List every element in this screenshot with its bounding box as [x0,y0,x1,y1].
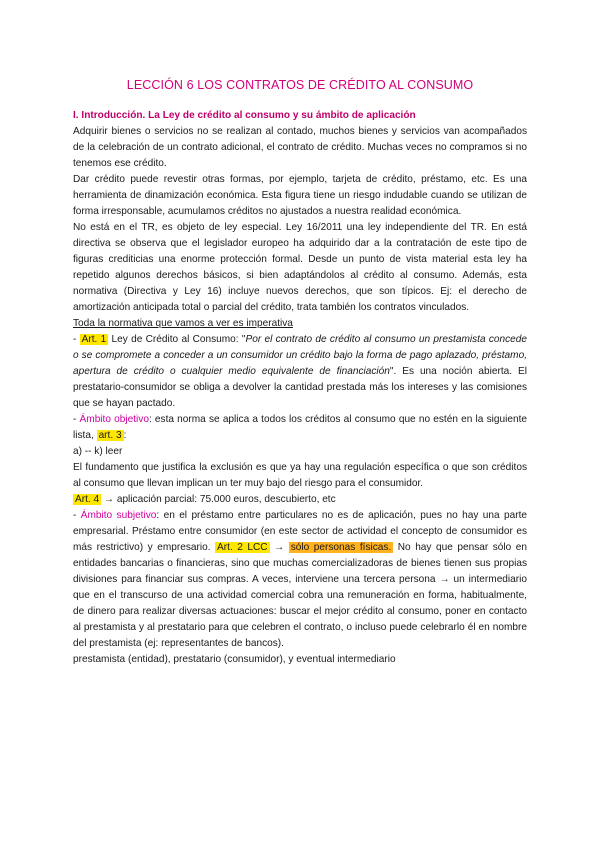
art2-highlight: Art. 2 LCC [217,542,268,553]
paragraph-1: Adquirir bienes o servicios no se realizan al contado, muchos bienes y servicios van acompañados de la celebración de un contrato adicional, el contrato de crédito. Muchas veces no compramos si no tenemos ese crédito. [73,126,527,169]
paragraph-art1: - Art. 1 Ley de Crédito al Consumo: "Por el contrato de crédito al consumo un prestamista concede o se compromete a conceder a un consumidor un crédito bajo la forma de pago aplazado, préstamo, apertura de crédito o cualquier medio equivalente de financiación". Es una noción abierta. El prestatario-consumidor se obliga a devolver la cantidad prestada más los intereses y las comisiones que se hayan pactado. [73,334,528,409]
imperative-note: Toda la normativa que vamos a ver es imperativa [73,318,293,329]
paragraph-list-ref: a) -- k) leer [73,446,123,457]
document-body [73,108,527,668]
art4-highlight: Art. 4 [75,494,100,505]
page-title: LECCIÓN 6 LOS CONTRATOS DE CRÉDITO AL CONSUMO [126,78,474,92]
section-heading: I. Introducción. La Ley de crédito al consumo y su ámbito de aplicación [73,110,416,121]
paragraph-parties: prestamista (entidad), prestatario (consumidor), y eventual intermediario [73,654,396,665]
paragraph-ambito-objetivo: - Ámbito objetivo: esta norma se aplica a todos los créditos al consumo que no estén en la siguiente lista, art. 3 : [73,414,527,441]
paragraph-ambito-subjetivo: - Ámbito subjetivo: en el préstamo entre particulares no es de aplicación, pues no hay una parte empresarial. Préstamo entre consumidor (en este sector de actividad el concepto de consumidor es más restrictivo) y empresario. Art. 2 LCC → sólo personas físicas. No hay que pensar sólo en entidades bancarias o financieras, sino que muchas comercializadoras de bienes tienen sus propias divisiones para financiar sus compras. A veces, interviene una tercera persona → un intermediario que en el transcurso de una actividad comercial cobra una remuneración en forma, habitualmente, de dinero para realizar diversas actuaciones: buscar el mejor crédito al consumo, poner en contacto al prestamista y al prestatario para que celebren el contrato, o incluso puede celebrarlo él en nombre del prestamista (ej: representantes de bancos). [73,510,528,649]
definition-quote: Por el contrato de crédito al consumo un prestamista concede o se compromete a conceder a un consumidor un crédito bajo la forma de pago aplazado, préstamo, apertura de crédito o cualquier medio equivalente de financiación [73,334,528,377]
ambito-subjetivo-label: Ámbito subjetivo [80,510,157,521]
paragraph-3: No está en el TR, es objeto de ley especial. Ley 16/2011 una ley independiente del TR. En está directiva se observa que el legislador europeo ha adquirido dar a la contratación de este tipo de figuras crediticias una enorme protección formal. Desde un punto de vista material esta ley ha repetido algunos derechos básicos, si bien adaptándolos al crédito al consumo. Además, esta normativa (Directiva y Ley 16) incluye nuevos derechos, que son típicos. Ej: el derecho de amortización anticipada total o parcial del crédito, trata también los contratos vinculados. [73,222,527,313]
paragraph-art4: Art. 4 → aplicación parcial: 75.000 euros, descubierto, etc [75,494,336,505]
personas-fisicas-highlight: sólo personas físicas. [290,542,392,553]
ambito-objetivo-label: Ámbito objetivo [79,414,149,425]
paragraph-2: Dar crédito puede revestir otras formas, por ejemplo, tarjeta de crédito, préstamo, etc. Es una herramienta de dinamización económica. Esta figura tiene un riesgo indudable cuando se utilizan de forma irresponsable, acumulamos créditos no ajustados a nuestra realidad económica. [73,174,527,217]
art3-highlight: art. 3 [98,430,122,441]
paragraph-fundamento: El fundamento que justifica la exclusión es que ya hay una regulación específica o que son créditos al consumo que llevan implican un ter muy bajo del riesgo para el consumidor. [73,462,527,489]
art1-highlight: Art. 1 [81,334,107,345]
